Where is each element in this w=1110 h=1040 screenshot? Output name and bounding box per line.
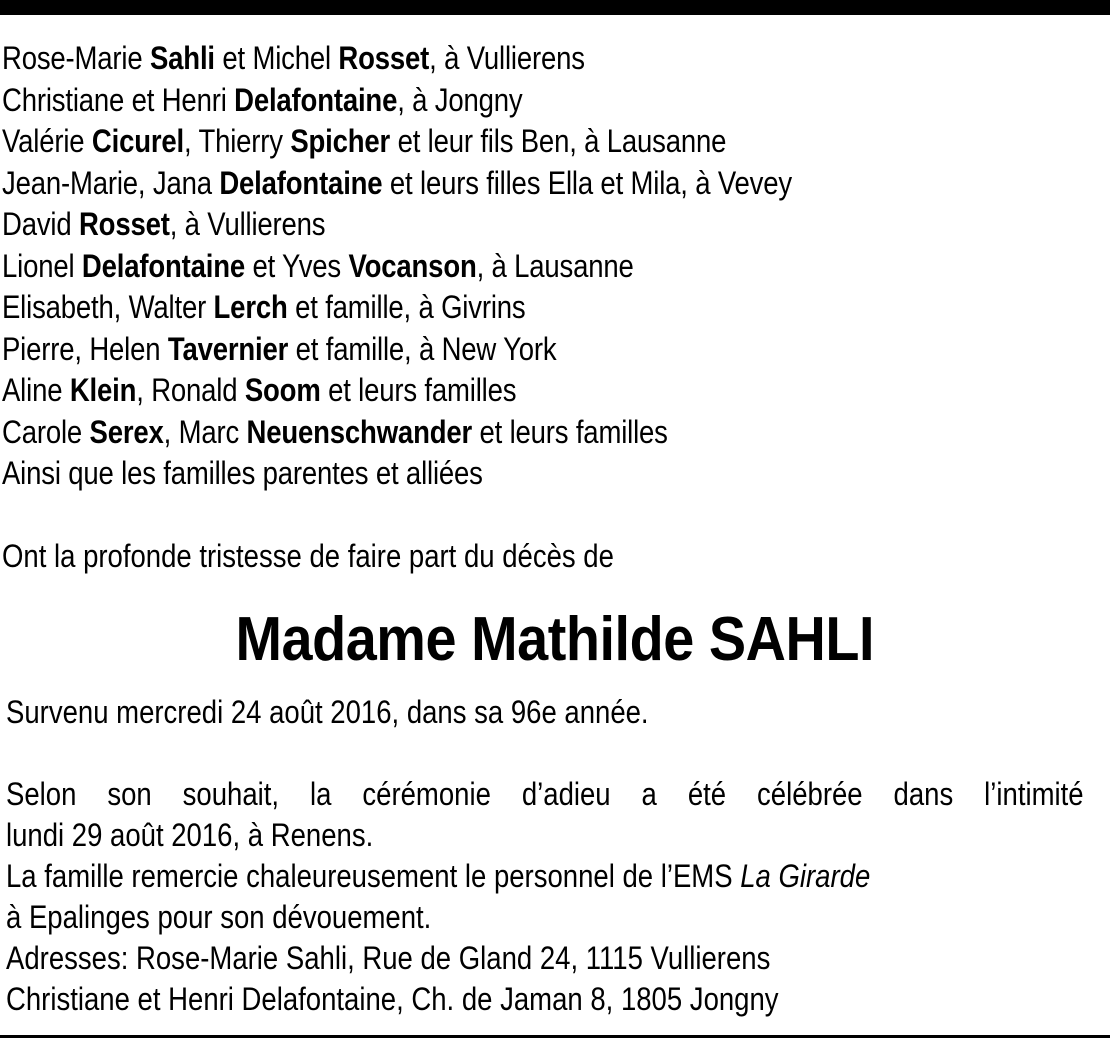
family-text: , Ronald — [136, 372, 245, 408]
family-surname: Delafontaine — [219, 164, 383, 201]
family-text: , à Vullierens — [429, 40, 585, 76]
notice-details — [6, 692, 1084, 1020]
thanks-line-2: à Epalinges pour son dévouement. — [6, 899, 432, 935]
family-text: et leurs filles Ella et Mila, à Vevey — [382, 164, 792, 201]
ceremony-line-1: Selon son souhait, la cérémonie d’adieu a été célébrée dans l’intimité — [6, 776, 1084, 812]
family-line — [2, 287, 948, 329]
family-line — [2, 370, 948, 412]
family-surname: Klein — [69, 372, 137, 408]
family-line — [2, 204, 948, 246]
family-text: , Thierry — [183, 123, 291, 159]
address-line-1: Adresses: Rose-Marie Sahli, Rue de Gland 24, 1115 Vullierens — [6, 940, 771, 976]
family-text: et famille, à New York — [288, 330, 557, 367]
family-text: Ainsi que les familles parentes et alliées — [2, 455, 483, 491]
spacer — [6, 733, 1084, 774]
family-text: , à Vullierens — [169, 206, 326, 242]
family-text: Jean-Marie, Jana — [2, 164, 220, 201]
family-line — [2, 453, 948, 495]
family-surname: Neuenschwander — [246, 413, 473, 450]
family-text: Pierre, Helen — [2, 330, 168, 367]
family-text: , à Lausanne — [476, 247, 634, 284]
family-surname: Soom — [244, 372, 321, 408]
family-text: et famille, à Givrins — [287, 289, 526, 325]
family-text: Christiane et Henri — [2, 81, 235, 118]
family-line — [2, 246, 948, 288]
thanks-text: La famille remercie chaleureusement le personnel de l’EMS — [6, 858, 741, 894]
bottom-rule — [0, 1035, 1110, 1038]
address-line-2: Christiane et Henri Delafontaine, Ch. de Jaman 8, 1805 Jongny — [6, 981, 779, 1017]
thanks-line-1 — [6, 856, 933, 897]
family-line — [2, 121, 948, 163]
death-notice: Survenu mercredi 24 août 2016, dans sa 96e année. — [6, 694, 649, 730]
deceased-name-text: Madame Mathilde SAHLI — [235, 605, 875, 674]
family-surname: Cicurel — [91, 123, 184, 159]
top-rule — [0, 0, 1110, 15]
family-line — [2, 80, 948, 122]
announcement-intro: Ont la profonde tristesse de faire part du décès de — [2, 538, 614, 574]
ems-name: La Girarde — [740, 858, 871, 894]
family-surname: Serex — [89, 413, 164, 450]
family-text: et leurs familles — [320, 372, 517, 408]
family-surname: Vocanson — [348, 247, 477, 284]
family-text: David — [2, 206, 79, 242]
family-text: et Yves — [244, 247, 349, 284]
family-text: , à Jongny — [397, 81, 523, 118]
family-text: et Michel — [214, 40, 339, 76]
families-list — [2, 38, 1102, 495]
family-surname: Tavernier — [167, 330, 289, 367]
family-text: Valérie — [2, 123, 92, 159]
family-text: Lionel — [2, 247, 82, 284]
family-text: , Marc — [163, 413, 247, 450]
family-surname: Delafontaine — [234, 81, 398, 118]
deceased-name — [0, 600, 1110, 680]
family-text: Rose-Marie — [2, 40, 150, 76]
family-text: Aline — [2, 372, 70, 408]
family-line — [2, 38, 948, 80]
family-line — [2, 412, 948, 454]
family-text: Elisabeth, Walter — [2, 289, 214, 325]
family-line — [2, 329, 948, 371]
family-text: Carole — [2, 413, 90, 450]
family-line — [2, 163, 948, 205]
family-surname: Lerch — [213, 289, 288, 325]
family-text: et leurs familles — [472, 413, 668, 450]
family-surname: Rosset — [78, 206, 170, 242]
family-surname: Rosset — [338, 40, 430, 76]
ceremony-line-2: lundi 29 août 2016, à Renens. — [6, 817, 374, 853]
family-surname: Spicher — [290, 123, 391, 159]
family-surname: Delafontaine — [81, 247, 245, 284]
family-surname: Sahli — [149, 40, 215, 76]
family-text: et leur fils Ben, à Lausanne — [390, 123, 727, 159]
